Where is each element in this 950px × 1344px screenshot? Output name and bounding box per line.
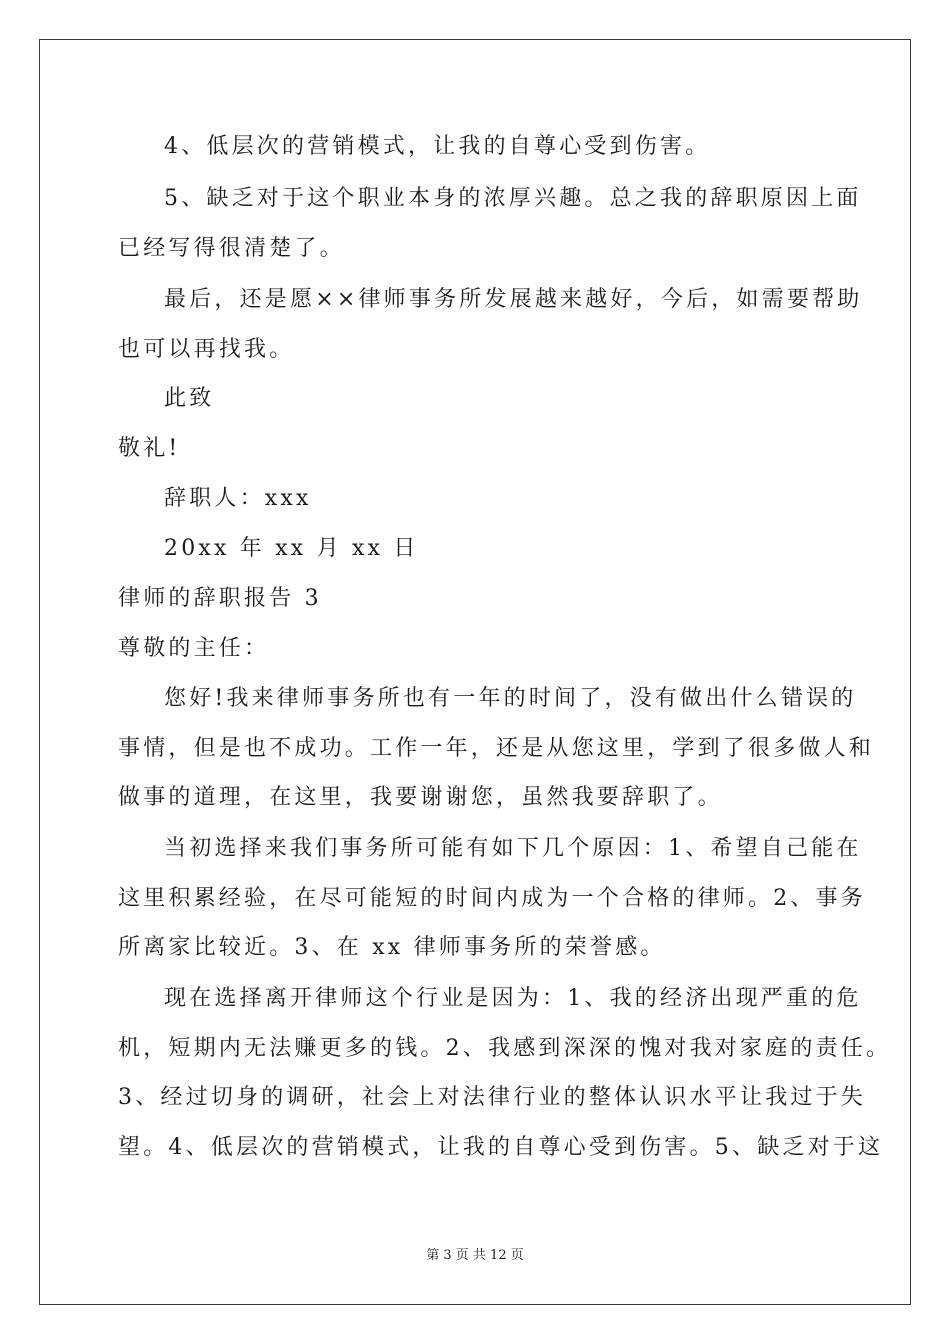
page-number: 第 3 页 共 12 页 bbox=[426, 1248, 524, 1263]
paragraph-line: 已经写得很清楚了。 bbox=[118, 236, 345, 261]
signature-line: 辞职人：xxx bbox=[164, 486, 312, 511]
paragraph-line: 5、缺乏对于这个职业本身的浓厚兴趣。总之我的辞职原因上面 bbox=[164, 186, 862, 211]
paragraph-line: 3、经过切身的调研，社会上对法律行业的整体认识水平让我过于失 bbox=[118, 1085, 866, 1110]
paragraph-line: 也可以再找我。 bbox=[118, 337, 295, 362]
paragraph-line: 做事的道理，在这里，我要谢谢您，虽然我要辞职了。 bbox=[118, 785, 723, 810]
paragraph-line: 当初选择来我们事务所可能有如下几个原因：1、希望自己能在 bbox=[164, 836, 862, 861]
paragraph-line: 您好!我来律师事务所也有一年的时间了，没有做出什么错误的 bbox=[164, 686, 857, 711]
paragraph-line: 现在选择离开律师这个行业是因为：1、我的经济出现严重的危 bbox=[164, 986, 862, 1011]
addressee: 尊敬的主任： bbox=[118, 636, 270, 661]
paragraph-line: 所离家比较近。3、在 xx 律师事务所的荣誉感。 bbox=[118, 935, 666, 960]
page-border bbox=[39, 39, 911, 1305]
closing-regards: 敬礼! bbox=[118, 436, 181, 461]
closing-salutation: 此致 bbox=[164, 386, 215, 411]
paragraph-line: 望。4、低层次的营销模式，让我的自尊心受到伤害。5、缺乏对于这 bbox=[118, 1135, 884, 1160]
date-line: 20xx 年 xx 月 xx 日 bbox=[164, 536, 419, 561]
paragraph-line: 最后，还是愿××律师事务所发展越来越好，今后，如需要帮助 bbox=[164, 287, 863, 312]
section-title: 律师的辞职报告 3 bbox=[118, 586, 322, 611]
paragraph-line: 4、低层次的营销模式，让我的自尊心受到伤害。 bbox=[164, 134, 711, 159]
paragraph-line: 事情，但是也不成功。工作一年，还是从您这里，学到了很多做人和 bbox=[118, 736, 875, 761]
paragraph-line: 这里积累经验，在尽可能短的时间内成为一个合格的律师。2、事务 bbox=[118, 886, 866, 911]
paragraph-line: 机，短期内无法赚更多的钱。2、我感到深深的愧对我对家庭的责任。 bbox=[118, 1036, 892, 1061]
